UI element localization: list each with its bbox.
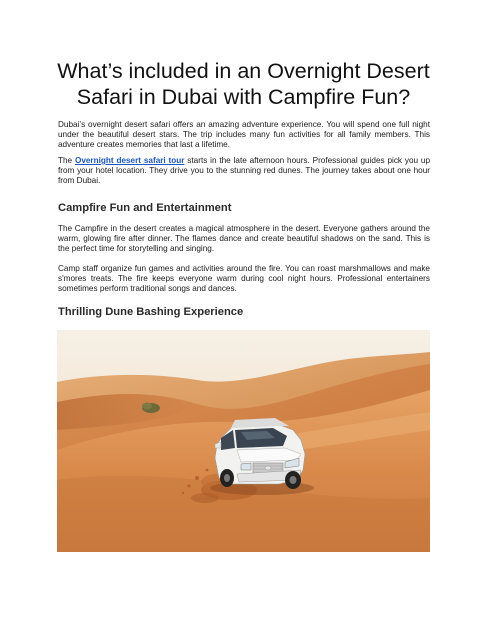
overnight-safari-tour-link[interactable]: Overnight desert safari tour (74, 156, 185, 165)
campfire-section-heading: Campfire Fun and Entertainment (58, 202, 232, 214)
page-title: What’s included in an Overnight Desert Safari in Dubai with Campfire Fun? (57, 59, 430, 109)
desert-suv-illustration (57, 330, 430, 552)
dune-bashing-section-heading: Thrilling Dune Bashing Experience (58, 306, 244, 318)
intro-paragraph: Dubai’s overnight desert safari offers an amazing adventure experience. You will spend one full night under the beautiful desert stars. The trip includes many fun activities for all family members. This adventure creates memories that last a lifetime. (58, 120, 430, 150)
tour-paragraph-prefix: The (58, 156, 75, 165)
campfire-paragraph-2: Camp staff organize fun games and activities around the fire. You can roast marshmallows and make s'mores treats. The fire keeps everyone warm during cool night hours. Professional entertainers sometimes perform traditional songs and dances. (58, 264, 430, 294)
dune-bashing-photo (57, 330, 430, 552)
campfire-paragraph-1: The Campfire in the desert creates a magical atmosphere in the desert. Everyone gathers around the warm, glowing fire after dinner. The flames dance and create beautiful shadows on the sand. This is the perfect time for storytelling and singing. (58, 224, 430, 254)
tour-paragraph-suffix: starts in the late afternoon hours. Professional guides pick you up from your hotel location. They drive you to the stunning red dunes. The journey takes about one hour from Dubai. (58, 156, 430, 186)
tour-paragraph (58, 156, 430, 187)
